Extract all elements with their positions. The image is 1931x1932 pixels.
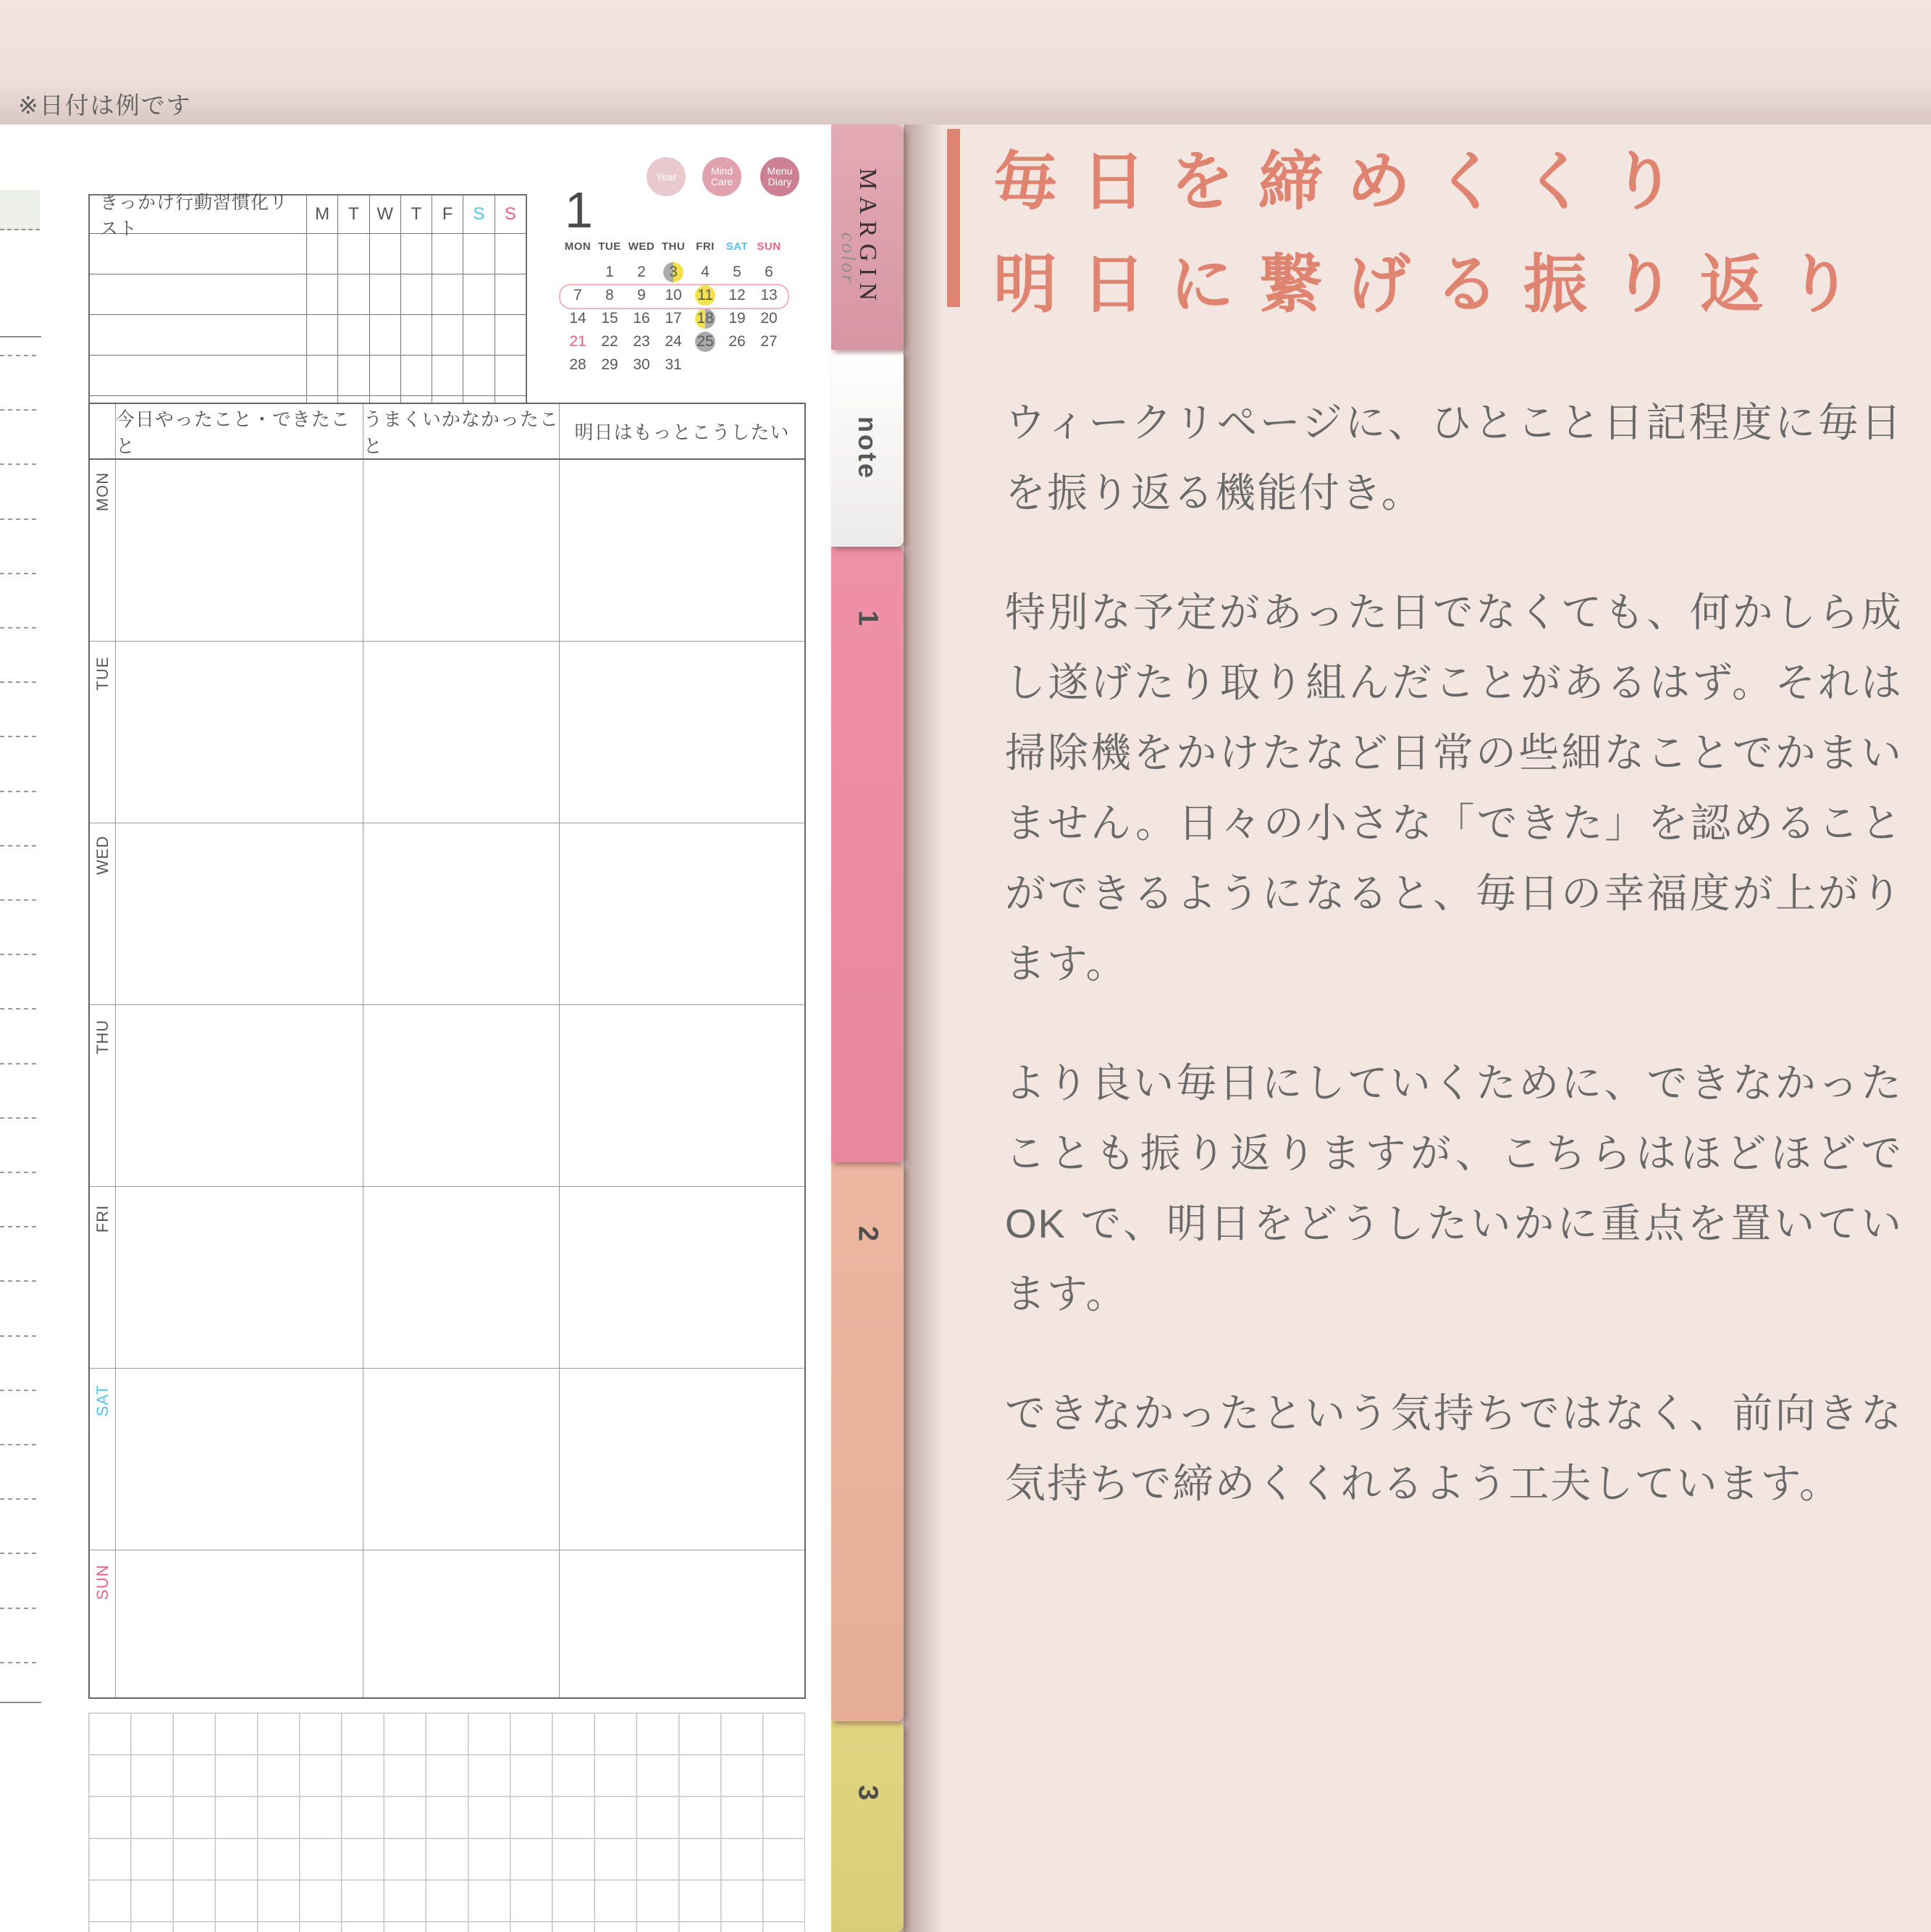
description-paragraph: ウィークリページに、ひとこと日記程度に毎日を振り返る機能付き。	[1005, 400, 1903, 516]
calendar-date-cell	[689, 353, 721, 377]
weekday-label-cell	[90, 1005, 116, 1186]
weekly-row-thu	[90, 1005, 804, 1187]
calendar-date: 10	[665, 287, 682, 303]
previous-page-dashed-rule	[0, 518, 36, 520]
badge-label: Year	[655, 170, 677, 182]
habit-check-cell[interactable]	[307, 315, 338, 355]
habit-row	[90, 234, 526, 274]
habit-list-title: きっかけ行動習慣化リスト	[90, 196, 307, 233]
calendar-date-cell	[657, 353, 689, 377]
reflection-entry-cell[interactable]	[116, 1005, 363, 1186]
weekly-header-corner	[90, 404, 116, 458]
section-title-line1: 毎日を締めくくり	[993, 146, 1701, 217]
page-stack-shadow	[904, 125, 943, 1932]
weekday-row-label: SAT	[93, 1384, 112, 1417]
previous-page-dashed-rule	[0, 355, 36, 356]
habit-entry-cell[interactable]	[90, 315, 307, 355]
weekday-label-cell	[90, 1550, 116, 1697]
weekday-row-label: SUN	[93, 1564, 112, 1600]
calendar-date-cell	[562, 261, 594, 284]
badge-label: Diary	[767, 176, 792, 188]
habit-check-cell[interactable]	[338, 234, 369, 274]
habit-check-cell[interactable]	[338, 356, 369, 395]
calendar-date: 1	[605, 264, 614, 280]
calendar-date: 27	[760, 333, 778, 350]
habit-check-cell[interactable]	[463, 356, 495, 395]
calendar-date: 31	[665, 356, 682, 373]
previous-page-dashed-rule	[0, 1226, 36, 1227]
calendar-date: 25	[697, 333, 714, 350]
previous-page-dashed-rule	[0, 1335, 36, 1337]
description-paragraph: できなかったという気持ちではなく、前向きな気持ちで締めくくれるよう工夫しています。	[1005, 1390, 1903, 1506]
tab-1[interactable]	[831, 547, 904, 1162]
previous-page-dashed-rule	[0, 1444, 36, 1445]
habit-check-cell[interactable]	[307, 234, 338, 274]
weekday-label-cell	[90, 460, 116, 641]
tab-label: MARGIN	[854, 167, 881, 307]
weekly-col-did-today: 今日やったこと・できたこと	[116, 404, 363, 458]
calendar-date: 26	[728, 333, 746, 350]
reflection-entry-cell[interactable]	[116, 1369, 363, 1550]
previous-page-cell	[0, 190, 40, 230]
calendar-date-cell	[594, 330, 626, 353]
habit-check-cell[interactable]	[463, 274, 495, 314]
tab-note[interactable]	[831, 350, 904, 547]
weekday-row-label: FRI	[93, 1204, 112, 1233]
reflection-entry-cell[interactable]	[560, 1187, 804, 1368]
habit-entry-cell[interactable]	[90, 274, 307, 314]
calendar-date-cell	[626, 261, 657, 284]
previous-page-dashed-rule	[0, 1280, 36, 1282]
previous-page-dashed-rule	[0, 573, 36, 574]
habit-row	[90, 274, 526, 315]
weekly-table-header	[90, 404, 804, 460]
weekly-col-tomorrow: 明日はもっとこうしたい	[574, 421, 790, 443]
habit-check-cell[interactable]	[338, 274, 369, 314]
calendar-weekday-label: TUE	[598, 240, 621, 253]
habit-day-letters	[307, 196, 526, 233]
tab-2[interactable]	[831, 1162, 904, 1721]
reflection-entry-cell[interactable]	[560, 823, 804, 1004]
badge-label: Care	[710, 176, 733, 188]
calendar-weekday-header	[562, 240, 785, 253]
previous-page-dashed-rule	[0, 1608, 36, 1609]
reflection-entry-cell[interactable]	[363, 1550, 560, 1697]
calendar-date: 22	[601, 333, 618, 350]
habit-day-letter: S	[463, 196, 495, 233]
previous-page-dashed-rule	[0, 899, 36, 901]
habit-check-cell[interactable]	[307, 274, 338, 314]
habit-check-cell[interactable]	[401, 274, 432, 314]
calendar-weekday-label: SAT	[725, 240, 749, 253]
calendar-date-cell	[562, 353, 594, 377]
calendar-date: 21	[569, 333, 586, 350]
calendar-date-cell	[689, 261, 721, 284]
previous-page-dashed-rule	[0, 736, 36, 737]
habit-day-letter: F	[432, 196, 463, 233]
calendar-date: 4	[701, 264, 710, 280]
tab-label: 2	[852, 1226, 883, 1242]
calendar-date: 5	[733, 264, 741, 280]
previous-page-dashed-rule	[0, 1662, 36, 1663]
habit-check-cell[interactable]	[432, 274, 463, 314]
habit-list-table	[88, 194, 527, 437]
calendar-date: 19	[728, 310, 746, 327]
habit-day-letter: S	[504, 204, 516, 224]
reflection-entry-cell[interactable]	[363, 1005, 560, 1186]
previous-page-dashed-rule	[0, 954, 36, 955]
title-accent-bar	[947, 129, 960, 307]
reflection-entry-cell[interactable]	[116, 642, 363, 823]
previous-page-dashed-rule	[0, 627, 36, 629]
habit-day-letter: M	[307, 196, 338, 233]
calendar-date: 8	[605, 287, 614, 303]
calendar-weekday-label: THU	[661, 240, 686, 253]
weekly-row-fri	[90, 1187, 804, 1369]
weekday-label-cell	[90, 1369, 116, 1550]
tab-sublabel: color	[838, 232, 859, 285]
calendar-weekday-label: MON	[564, 240, 592, 253]
weekday-row-label: TUE	[93, 656, 112, 691]
weekday-row-label: THU	[93, 1019, 112, 1055]
previous-page-dashed-rule	[0, 791, 36, 792]
previous-page-dashed-rule	[0, 681, 36, 683]
weekly-row-mon	[90, 460, 804, 642]
calendar-date: 9	[637, 287, 646, 303]
previous-page-rule	[0, 1702, 41, 1703]
habit-check-cell[interactable]	[432, 315, 463, 355]
habit-row	[90, 315, 526, 356]
badge-mind-care	[702, 157, 741, 196]
calendar-date: 29	[601, 356, 618, 373]
section-title	[993, 130, 1877, 336]
calendar-date: 23	[633, 333, 650, 350]
habit-check-cell[interactable]	[370, 234, 401, 274]
calendar-date: 20	[760, 310, 778, 327]
calendar-date: 2	[637, 264, 646, 280]
calendar-date: 16	[633, 310, 650, 327]
weekday-row-label: MON	[93, 471, 112, 512]
habit-entry-cell[interactable]	[90, 356, 307, 395]
section-title-line2: 明日に繋げる振り返り	[993, 248, 1877, 320]
calendar-date: 18	[697, 310, 714, 327]
calendar-date-cell	[594, 353, 626, 377]
habit-day-letter: T	[401, 196, 432, 233]
habit-check-cell[interactable]	[401, 356, 432, 395]
habit-row	[90, 356, 526, 396]
calendar-date-cell	[626, 307, 657, 330]
memo-grid	[88, 1713, 805, 1932]
weekday-row-label: WED	[93, 835, 112, 875]
habit-check-cell[interactable]	[370, 274, 401, 314]
reflection-entry-cell[interactable]	[116, 1187, 363, 1368]
habit-check-cell[interactable]	[338, 315, 369, 355]
previous-page-dashed-rule	[0, 409, 36, 411]
previous-page-rule	[0, 336, 41, 337]
calendar-date: 24	[665, 333, 682, 350]
calendar-weekday-label: FRI	[696, 240, 715, 253]
previous-page-dashed-rule	[0, 1008, 36, 1009]
calendar-date: 14	[569, 310, 586, 327]
habit-check-cell[interactable]	[495, 234, 526, 274]
calendar-date-grid	[562, 261, 785, 377]
habit-entry-cell[interactable]	[90, 234, 307, 274]
reflection-entry-cell[interactable]	[116, 460, 363, 641]
tab-label: note	[853, 416, 883, 480]
caption-note: ※日付は例です	[18, 92, 192, 119]
calendar-date-cell	[721, 353, 753, 377]
calendar-date: 12	[728, 287, 746, 303]
previous-page-dashed-rule	[0, 1063, 36, 1064]
calendar-date-cell	[689, 307, 721, 330]
habit-day-letter: T	[338, 196, 369, 233]
calendar-date-cell	[721, 330, 753, 353]
calendar-date-cell	[626, 330, 657, 353]
calendar-date-cell	[753, 330, 785, 353]
reflection-entry-cell[interactable]	[560, 642, 804, 823]
description-paragraph: より良い毎日にしていくために、できなかったことも振り返りますが、こちらはほどほどで OK で、明日をどうしたいかに重点を置いています。	[1005, 1060, 1903, 1316]
calendar-date-cell	[753, 261, 785, 284]
reflection-entry-cell[interactable]	[560, 1550, 804, 1697]
previous-page-dashed-rule	[0, 1172, 36, 1173]
calendar-date-cell	[721, 307, 753, 330]
calendar-weekday-label: WED	[628, 240, 655, 253]
badge-label: Menu	[767, 165, 793, 177]
calendar-date-cell	[657, 307, 689, 330]
calendar-date: 11	[697, 287, 713, 303]
calendar-date: 17	[665, 310, 682, 327]
reflection-entry-cell[interactable]	[363, 642, 560, 823]
weekly-row-wed	[90, 823, 804, 1005]
weekly-reflection-table	[88, 403, 806, 1699]
habit-check-cell[interactable]	[495, 315, 526, 355]
reflection-entry-cell[interactable]	[116, 823, 363, 1004]
calendar-date-cell	[721, 261, 753, 284]
habit-check-cell[interactable]	[370, 315, 401, 355]
calendar-date: 3	[669, 264, 678, 280]
calendar-date-cell	[562, 307, 594, 330]
weekday-label-cell	[90, 823, 116, 1004]
previous-page-dashed-rule	[0, 1553, 36, 1554]
calendar-date: 6	[765, 264, 773, 280]
reflection-entry-cell[interactable]	[363, 823, 560, 1004]
habit-header-row	[90, 193, 526, 239]
calendar-date: 7	[573, 287, 582, 303]
reflection-entry-cell[interactable]	[116, 1550, 363, 1697]
calendar-date-cell	[657, 330, 689, 353]
tab-label: 1	[852, 610, 883, 626]
habit-check-cell[interactable]	[401, 315, 432, 355]
habit-check-cell[interactable]	[495, 274, 526, 314]
habit-check-cell[interactable]	[401, 234, 432, 274]
calendar-weekday-label: SUN	[757, 240, 781, 253]
calendar-date: 13	[760, 287, 778, 303]
weekly-row-tue	[90, 642, 804, 823]
habit-check-cell[interactable]	[370, 356, 401, 395]
calendar-date-cell	[594, 307, 626, 330]
calendar-date: 28	[569, 356, 586, 373]
habit-day-letter: W	[370, 196, 401, 233]
habit-check-cell[interactable]	[463, 315, 495, 355]
calendar-date-cell	[562, 330, 594, 353]
reflection-entry-cell[interactable]	[560, 1005, 804, 1186]
planner-page	[0, 125, 833, 1932]
habit-check-cell[interactable]	[432, 234, 463, 274]
calendar-date-cell	[657, 261, 689, 284]
calendar-date-cell	[626, 353, 657, 377]
calendar-date-cell	[753, 353, 785, 377]
previous-page-dashed-rule	[0, 1390, 36, 1391]
tab-margin[interactable]	[831, 125, 904, 350]
reflection-entry-cell[interactable]	[560, 460, 804, 641]
description-paragraph: 特別な予定があった日でなくても、何かしら成し遂げたり取り組んだことがあるはず。それは掃除機をかけたなど日常の些細なことでかまいません。日々の小さな「できた」を認めることができるようになると、毎日の幸福度が上がります。	[1005, 589, 1903, 986]
previous-page-dashed-rule	[0, 1498, 36, 1500]
habit-check-cell[interactable]	[432, 356, 463, 395]
badge-year	[647, 157, 686, 196]
top-banner	[0, 0, 1931, 125]
habit-check-cell[interactable]	[495, 356, 526, 395]
calendar-date-cell	[689, 330, 721, 353]
reflection-entry-cell[interactable]	[363, 1369, 560, 1550]
calendar-date: 30	[633, 356, 650, 373]
previous-page-dashed-rule	[0, 845, 36, 847]
reflection-entry-cell[interactable]	[363, 1187, 560, 1368]
habit-check-cell[interactable]	[463, 234, 495, 274]
reflection-entry-cell[interactable]	[560, 1369, 804, 1550]
previous-page-dashed-rule	[0, 1117, 36, 1119]
weekly-row-sun	[90, 1550, 804, 1697]
weekly-col-went-wrong: うまくいかなかったこと	[363, 404, 560, 458]
weekday-label-cell	[90, 642, 116, 823]
habit-check-cell[interactable]	[307, 356, 338, 395]
badge-menu-diary	[760, 157, 799, 196]
description-text	[1005, 387, 1903, 1519]
tab-3[interactable]	[831, 1721, 904, 1932]
reflection-entry-cell[interactable]	[363, 460, 560, 641]
previous-page-dashed-rule	[0, 463, 36, 465]
badge-label: Mind	[710, 165, 733, 177]
tab-label: 3	[852, 1785, 883, 1801]
calendar-date: 15	[601, 310, 618, 327]
weekly-row-sat	[90, 1369, 804, 1550]
calendar-date-cell	[753, 307, 785, 330]
calendar-date-cell	[594, 261, 626, 284]
current-week-highlight	[559, 284, 789, 309]
month-number: 1	[565, 182, 593, 238]
weekday-label-cell	[90, 1187, 116, 1368]
